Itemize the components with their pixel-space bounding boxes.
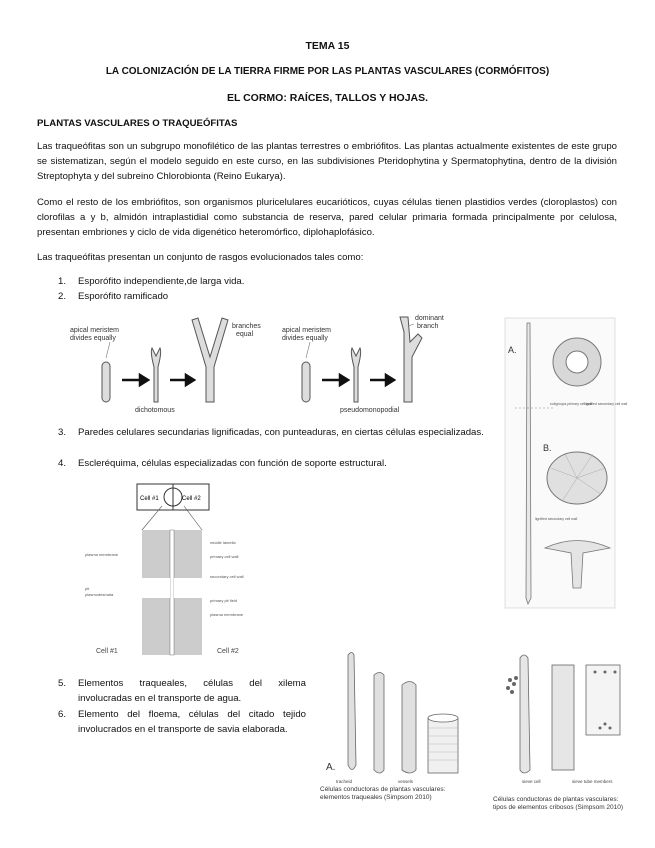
fig-label: equal [236, 331, 254, 338]
list-text: Escleréquima, células especializadas con función de soporte estructural. [78, 458, 387, 469]
fiber-cell [526, 323, 531, 604]
paragraph-1: Las traqueófitas son un subgrupo monofilético de las plantas terrestres o embriófitos. Las plantas actualmente existentes de este grupo se sistematizan, según el modelo seguido en este curso, en las subdivisiones Pteridophytina y Spermatophytina, dentro de la división Streptophyta y del subreino Chlorobionta (Reino Eukarya). [37, 141, 617, 182]
fig-label: A. [326, 762, 336, 773]
fig-sublabel: sieve tube members [572, 779, 613, 784]
vessel-shape [402, 682, 416, 774]
fig-caption: Células conductoras de plantas vasculares: elementos traqueales (Simpsom 2010) [320, 786, 446, 801]
svg-text:plasma membrane: plasma membrane [210, 612, 244, 617]
fig-sublabel: vessels [398, 779, 414, 784]
svg-text:lignified secondary cell wall: lignified secondary cell wall [535, 517, 578, 521]
page-subtitle: EL CORMO: RAÍCES, TALLOS Y HOJAS. [226, 92, 429, 104]
list-text: Elemento del floema, células del citado tejido involucrados en el transporte de savia elaborada. [78, 709, 306, 735]
svg-text:middle lamella: middle lamella [210, 540, 236, 545]
svg-text:lignified secondary cell wall: lignified secondary cell wall [585, 402, 628, 406]
list-number: 4. [58, 458, 67, 469]
list-text: Elementos traqueales, células del xilema involucradas en el transporte de agua. [78, 678, 306, 704]
list-text: Esporófito independiente,de larga vida. [78, 276, 245, 287]
fig-label: A. [508, 345, 517, 355]
list-number: 6. [58, 709, 67, 720]
fig-label: apical meristem [70, 327, 120, 334]
svg-text:primary pit field: primary pit field [210, 598, 238, 603]
stem-shape [151, 348, 160, 402]
cell-wall-figure [82, 478, 282, 662]
sieve-tube-shape [552, 665, 574, 770]
fig-caption: pseudomonopodial [340, 407, 400, 414]
sieve-cell-shape [520, 655, 530, 773]
stem-shape [102, 362, 110, 402]
fig-label: divides equally [70, 335, 116, 342]
vessel-shape [428, 718, 458, 773]
list-number: 5. [58, 678, 67, 689]
cell-label: Cell #2 [217, 648, 239, 655]
fig-caption: dichotomous [135, 407, 175, 414]
section-heading: PLANTAS VASCULARES O TRAQUEÓFITAS [37, 118, 238, 129]
fig-sublabel: sieve cell [522, 779, 541, 784]
list-text: Paredes celulares secundarias lignificadas, con punteaduras, en ciertas células especializadas. [78, 427, 484, 438]
svg-text:plasma membrane: plasma membrane [85, 552, 119, 557]
branching-figure [70, 312, 470, 414]
fig-label: B. [543, 443, 552, 453]
cell-label: Cell #1 [140, 496, 159, 502]
paragraph-3: Las traqueófitas presentan un conjunto de rasgos evolucionados tales como: [37, 252, 364, 263]
tracheid-shape [348, 653, 356, 770]
fig-caption: Células conductoras de plantas vasculares: tipos de elementos cribosos (Simpsom 2010) [493, 796, 624, 811]
svg-text:secondary cell wall: secondary cell wall [210, 574, 244, 579]
vessel-shape [374, 673, 384, 774]
arrow-head [186, 375, 194, 385]
tracheary-figure [318, 650, 468, 790]
sieve-tube-shape [586, 665, 620, 735]
cell-label: Cell #2 [182, 496, 201, 502]
fig-label: divides equally [282, 335, 328, 342]
svg-text:subgroups primary cell wall: subgroups primary cell wall [550, 402, 593, 406]
arrow-head [140, 375, 148, 385]
sclerenchyma-figure [505, 318, 628, 608]
list-number: 1. [58, 276, 67, 287]
stem-shape [192, 318, 228, 402]
fig-label: dominant [415, 315, 444, 322]
list-number: 2. [58, 291, 67, 302]
tema-number: TEMA 15 [305, 40, 350, 52]
list-text: Esporófito ramificado [78, 291, 169, 302]
svg-text:primary cell wall: primary cell wall [210, 554, 239, 559]
fig-label: branch [417, 323, 439, 330]
list-number: 3. [58, 427, 67, 438]
arrow-head [386, 375, 394, 385]
arrow-head [340, 375, 348, 385]
cell-label: Cell #1 [96, 648, 118, 655]
paragraph-2: Como el resto de los embriófitos, son organismos pluricelulares eucarióticos, cuyas células tienen plastidios verdes (cloroplastos) con clorofilas a y b, almidón intraplastidial como substancia de reserva, pared celular primaria formada principalmente por celulosa, presentan embriones y ciclo de vida digenético heteromórfico, diplohaplofásico. [37, 197, 617, 238]
stem-shape [351, 348, 360, 402]
svg-text:pit: pit [85, 586, 90, 591]
svg-text:plasmodesmata: plasmodesmata [85, 592, 114, 597]
fig-label: apical meristem [282, 327, 332, 334]
page-title: LA COLONIZACIÓN DE LA TIERRA FIRME POR LAS PLANTAS VASCULARES (CORMÓFITOS) [105, 66, 550, 77]
stem-shape [302, 362, 310, 402]
fig-sublabel: tracheid [336, 779, 353, 784]
sieve-figure [490, 650, 630, 790]
fig-label: branches [232, 323, 261, 330]
